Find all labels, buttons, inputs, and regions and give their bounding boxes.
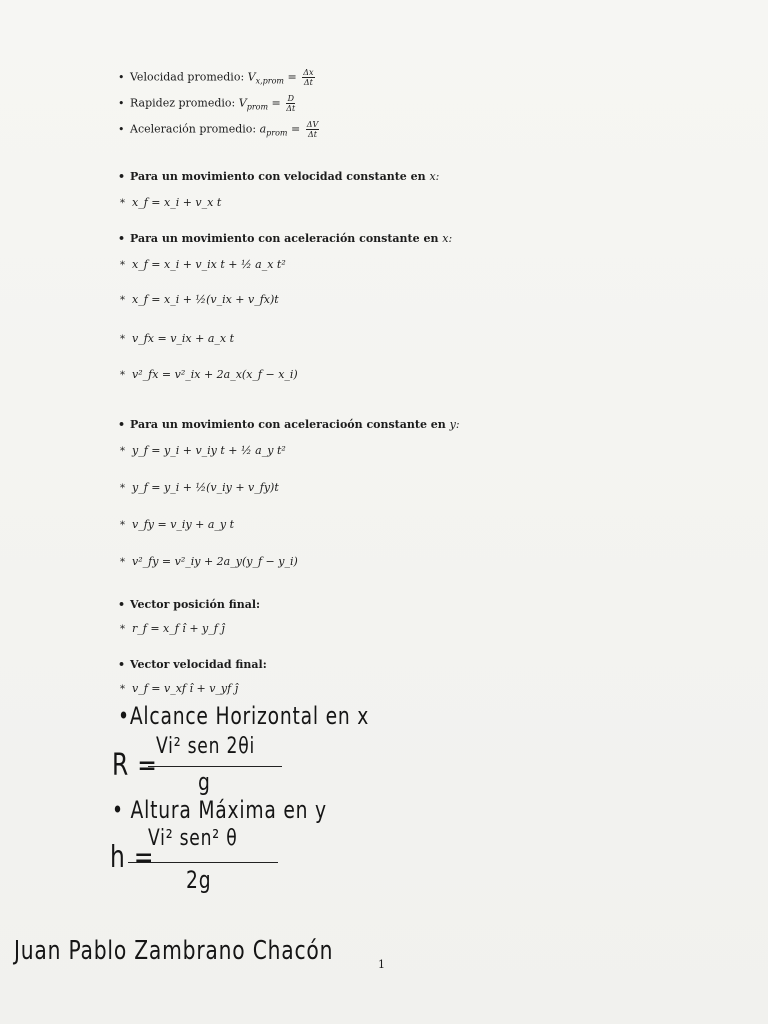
section-heading: • Para un movimiento con aceleracioón constante en y:: [118, 418, 460, 431]
handwritten-signature: Juan Pablo Zambrano Chacón: [14, 936, 334, 966]
section-heading: • Vector posición final:: [118, 598, 261, 611]
handwritten-range-numerator: Vi² sen 2θi: [156, 734, 256, 759]
equation: * y_f = y_i + v_iy t + ½ a_y t²: [120, 444, 286, 457]
equation: * y_f = y_i + ½(v_iy + v_fy)t: [120, 481, 279, 494]
handwritten-height-denominator: 2g: [186, 866, 212, 894]
section-heading: • Vector velocidad final:: [118, 658, 267, 671]
handwritten-range-denominator: g: [198, 768, 211, 796]
fraction-bar: [148, 766, 282, 767]
equation: * v_fy = v_iy + a_y t: [120, 518, 235, 531]
handwritten-height-lhs: h =: [110, 840, 155, 875]
equation: * x_f = x_i + v_x t: [120, 196, 222, 209]
section-heading: • Para un movimiento con velocidad constante en x:: [118, 170, 440, 183]
fraction-bar: [128, 862, 278, 863]
equation: * v²_fy = v²_iy + 2a_y(y_f − y_i): [120, 555, 298, 568]
equation: * x_f = x_i + v_ix t + ½ a_x t²: [120, 258, 286, 271]
fraction: $\frac{\Delta x}{\Delta t}$: [303, 68, 314, 87]
equation: * r_f = x_f î + y_f ĵ: [120, 622, 225, 635]
section-heading: • Para un movimiento con aceleración constante en x:: [118, 232, 453, 245]
fraction: $\frac{\Delta V}{\Delta t}$: [306, 120, 319, 139]
definition-average-speed: • Rapidez promedio: $V_{prom}$ = $\frac{D}{\Delta t}$: [118, 94, 296, 113]
definition-average-velocity: • Velocidad promedio: $V_{x,prom}$ = $\frac{\Delta x}{\Delta t}$: [118, 68, 314, 87]
handwritten-height-numerator: Vi² sen² θ: [148, 826, 238, 851]
handwritten-height-title: • Altura Máxima en y: [112, 796, 327, 824]
page-number: 1: [378, 958, 385, 971]
definition-average-acceleration: • Aceleración promedio: $a_{prom}$ = $\frac{\Delta V}{\Delta t}$: [118, 120, 319, 139]
fraction: $\frac{D}{\Delta t}$: [286, 94, 296, 113]
handwritten-range-lhs: R =: [112, 748, 158, 783]
equation: * v_f = v_xf î + v_yf ĵ: [120, 682, 239, 695]
equation: * x_f = x_i + ½(v_ix + v_fx)t: [120, 293, 279, 306]
handwritten-range-title: •Alcance Horizontal en x: [118, 702, 370, 730]
equation: * v²_fx = v²_ix + 2a_x(x_f − x_i): [120, 368, 298, 381]
equation: * v_fx = v_ix + a_x t: [120, 332, 235, 345]
